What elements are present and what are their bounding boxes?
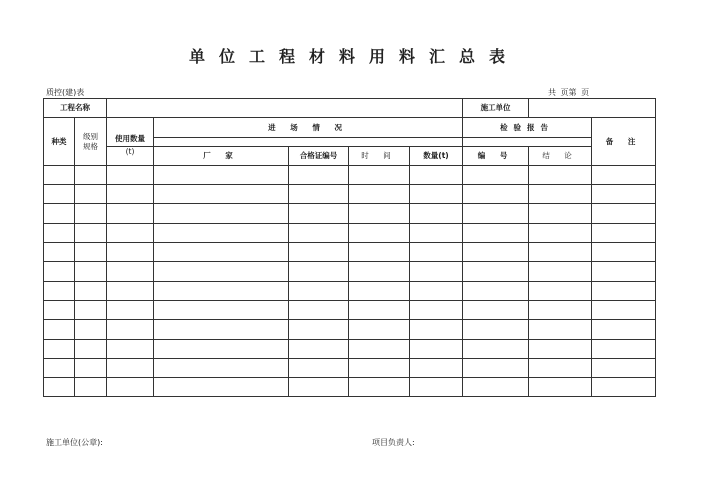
table-cell[interactable] (44, 262, 75, 281)
table-cell[interactable] (463, 339, 529, 358)
table-cell[interactable] (592, 300, 656, 319)
table-cell[interactable] (154, 262, 289, 281)
table-cell[interactable] (289, 378, 349, 397)
table-cell[interactable] (529, 358, 592, 377)
table-cell[interactable] (529, 339, 592, 358)
table-cell[interactable] (592, 358, 656, 377)
table-cell[interactable] (592, 204, 656, 223)
table-cell[interactable] (75, 262, 107, 281)
table-cell[interactable] (289, 320, 349, 339)
table-cell[interactable] (44, 165, 75, 184)
col-quantity: 数量(t) (410, 146, 463, 165)
table-cell[interactable] (410, 262, 463, 281)
table-cell[interactable] (154, 358, 289, 377)
table-cell[interactable] (154, 339, 289, 358)
table-cell[interactable] (463, 185, 529, 204)
table-cell[interactable] (107, 243, 154, 262)
table-cell[interactable] (592, 339, 656, 358)
table-cell[interactable] (44, 320, 75, 339)
table-cell[interactable] (463, 378, 529, 397)
col-remarks: 备 注 (592, 118, 656, 166)
table-cell[interactable] (529, 300, 592, 319)
table-cell[interactable] (75, 185, 107, 204)
table-cell[interactable] (75, 358, 107, 377)
table-cell[interactable] (349, 281, 410, 300)
table-cell[interactable] (529, 204, 592, 223)
table-cell[interactable] (44, 378, 75, 397)
table-row (44, 358, 656, 377)
col-time: 时 间 (349, 146, 410, 165)
table-cell[interactable] (107, 378, 154, 397)
header-row-3 (44, 146, 656, 165)
table-cell[interactable] (107, 262, 154, 281)
table-cell[interactable] (154, 378, 289, 397)
material-summary-table (43, 98, 656, 397)
col-usage-qty: 使用数量 (107, 118, 154, 146)
form-code: 质控(建)表 (46, 88, 85, 97)
table-cell[interactable] (463, 204, 529, 223)
table-cell[interactable] (592, 281, 656, 300)
table-cell[interactable] (289, 262, 349, 281)
table-cell[interactable] (107, 300, 154, 319)
table-cell[interactable] (410, 281, 463, 300)
table-cell[interactable] (410, 300, 463, 319)
table-cell[interactable] (410, 378, 463, 397)
table-cell[interactable] (75, 281, 107, 300)
table-cell[interactable] (44, 223, 75, 242)
page-info: 共 页第 页 (548, 88, 590, 97)
table-cell[interactable] (592, 378, 656, 397)
contractor-field[interactable] (529, 99, 656, 118)
table-cell[interactable] (529, 165, 592, 184)
table-cell[interactable] (75, 320, 107, 339)
table-cell[interactable] (410, 223, 463, 242)
table-cell[interactable] (529, 185, 592, 204)
table-cell[interactable] (592, 243, 656, 262)
header-row-1 (44, 118, 656, 137)
table-cell[interactable] (107, 358, 154, 377)
col-report-no: 编 号 (463, 146, 529, 165)
contractor-label: 施工单位 (463, 99, 529, 118)
table-cell[interactable] (75, 300, 107, 319)
table-row (44, 165, 656, 184)
col-inspection-group: 检验报告 (463, 118, 592, 137)
table-cell[interactable] (463, 358, 529, 377)
table-cell[interactable] (592, 262, 656, 281)
table-cell[interactable] (349, 320, 410, 339)
table-cell[interactable] (349, 358, 410, 377)
table-cell[interactable] (75, 339, 107, 358)
table-cell[interactable] (107, 339, 154, 358)
table-cell[interactable] (75, 378, 107, 397)
table-cell[interactable] (410, 204, 463, 223)
table-cell[interactable] (410, 320, 463, 339)
table-cell[interactable] (410, 185, 463, 204)
col-cert-no: 合格证编号 (289, 146, 349, 165)
table-cell[interactable] (154, 165, 289, 184)
table-row (44, 185, 656, 204)
table-cell[interactable] (463, 300, 529, 319)
table-cell[interactable] (289, 185, 349, 204)
table-cell[interactable] (289, 358, 349, 377)
table-cell[interactable] (463, 262, 529, 281)
table-cell[interactable] (289, 281, 349, 300)
table-cell[interactable] (410, 165, 463, 184)
table-cell[interactable] (154, 204, 289, 223)
table-row (44, 243, 656, 262)
table-row (44, 378, 656, 397)
table-cell[interactable] (44, 185, 75, 204)
table-cell[interactable] (529, 223, 592, 242)
table-row (44, 262, 656, 281)
project-manager-label: 项目负责人: (372, 438, 415, 447)
table-cell[interactable] (154, 300, 289, 319)
table-cell[interactable] (289, 300, 349, 319)
table-cell[interactable] (154, 320, 289, 339)
table-cell[interactable] (154, 243, 289, 262)
table-cell[interactable] (529, 281, 592, 300)
table-cell[interactable] (463, 281, 529, 300)
table-cell[interactable] (75, 223, 107, 242)
table-cell[interactable] (154, 223, 289, 242)
table-cell[interactable] (592, 185, 656, 204)
table-cell[interactable] (463, 165, 529, 184)
table-row (44, 204, 656, 223)
table-row (44, 339, 656, 358)
table-cell[interactable] (349, 223, 410, 242)
table-cell[interactable] (349, 185, 410, 204)
table-cell[interactable] (349, 300, 410, 319)
table-row (44, 300, 656, 319)
document-title: 单位工程材料用料汇总表 (188, 47, 519, 66)
col-entry-group: 进 场 情 况 (154, 118, 463, 137)
table-cell[interactable] (289, 339, 349, 358)
project-info-row (44, 99, 656, 118)
table-cell[interactable] (154, 281, 289, 300)
table-cell[interactable] (349, 339, 410, 358)
table-cell[interactable] (289, 243, 349, 262)
table-row (44, 281, 656, 300)
table-cell[interactable] (154, 185, 289, 204)
table-cell[interactable] (529, 320, 592, 339)
table-row (44, 223, 656, 242)
table-cell[interactable] (349, 204, 410, 223)
table-cell[interactable] (410, 243, 463, 262)
table-cell[interactable] (289, 165, 349, 184)
table-cell[interactable] (529, 378, 592, 397)
table-cell[interactable] (75, 243, 107, 262)
table-cell[interactable] (349, 243, 410, 262)
table-cell[interactable] (107, 223, 154, 242)
table-cell[interactable] (44, 204, 75, 223)
table-cell[interactable] (463, 243, 529, 262)
table-cell[interactable] (463, 223, 529, 242)
table-cell[interactable] (44, 358, 75, 377)
project-name-field[interactable] (107, 99, 463, 118)
table-cell[interactable] (44, 300, 75, 319)
table-cell[interactable] (529, 262, 592, 281)
table-cell[interactable] (349, 165, 410, 184)
table-cell[interactable] (289, 204, 349, 223)
table-cell[interactable] (289, 223, 349, 242)
table-cell[interactable] (592, 223, 656, 242)
table-cell[interactable] (410, 358, 463, 377)
table-cell[interactable] (44, 281, 75, 300)
col-usage-unit: (t) (107, 146, 154, 165)
col-conclusion: 结 论 (529, 146, 592, 165)
table-cell[interactable] (529, 243, 592, 262)
table-cell[interactable] (349, 262, 410, 281)
table-cell[interactable] (75, 165, 107, 184)
table-cell[interactable] (349, 378, 410, 397)
table-cell[interactable] (463, 320, 529, 339)
col-category: 种类 (44, 118, 75, 166)
col-manufacturer: 厂 家 (154, 146, 289, 165)
contractor-seal-label: 施工单位(公章): (46, 438, 103, 447)
table-cell[interactable] (44, 243, 75, 262)
col-grade-spec: 级别 规格 (75, 118, 107, 166)
table-cell[interactable] (592, 320, 656, 339)
table-cell[interactable] (75, 204, 107, 223)
table-cell[interactable] (44, 339, 75, 358)
table-cell[interactable] (107, 185, 154, 204)
project-name-label: 工程名称 (44, 99, 107, 118)
table-cell[interactable] (107, 281, 154, 300)
table-row (44, 320, 656, 339)
table-cell[interactable] (410, 339, 463, 358)
table-cell[interactable] (107, 204, 154, 223)
table-cell[interactable] (592, 165, 656, 184)
table-cell[interactable] (107, 320, 154, 339)
table-cell[interactable] (107, 165, 154, 184)
